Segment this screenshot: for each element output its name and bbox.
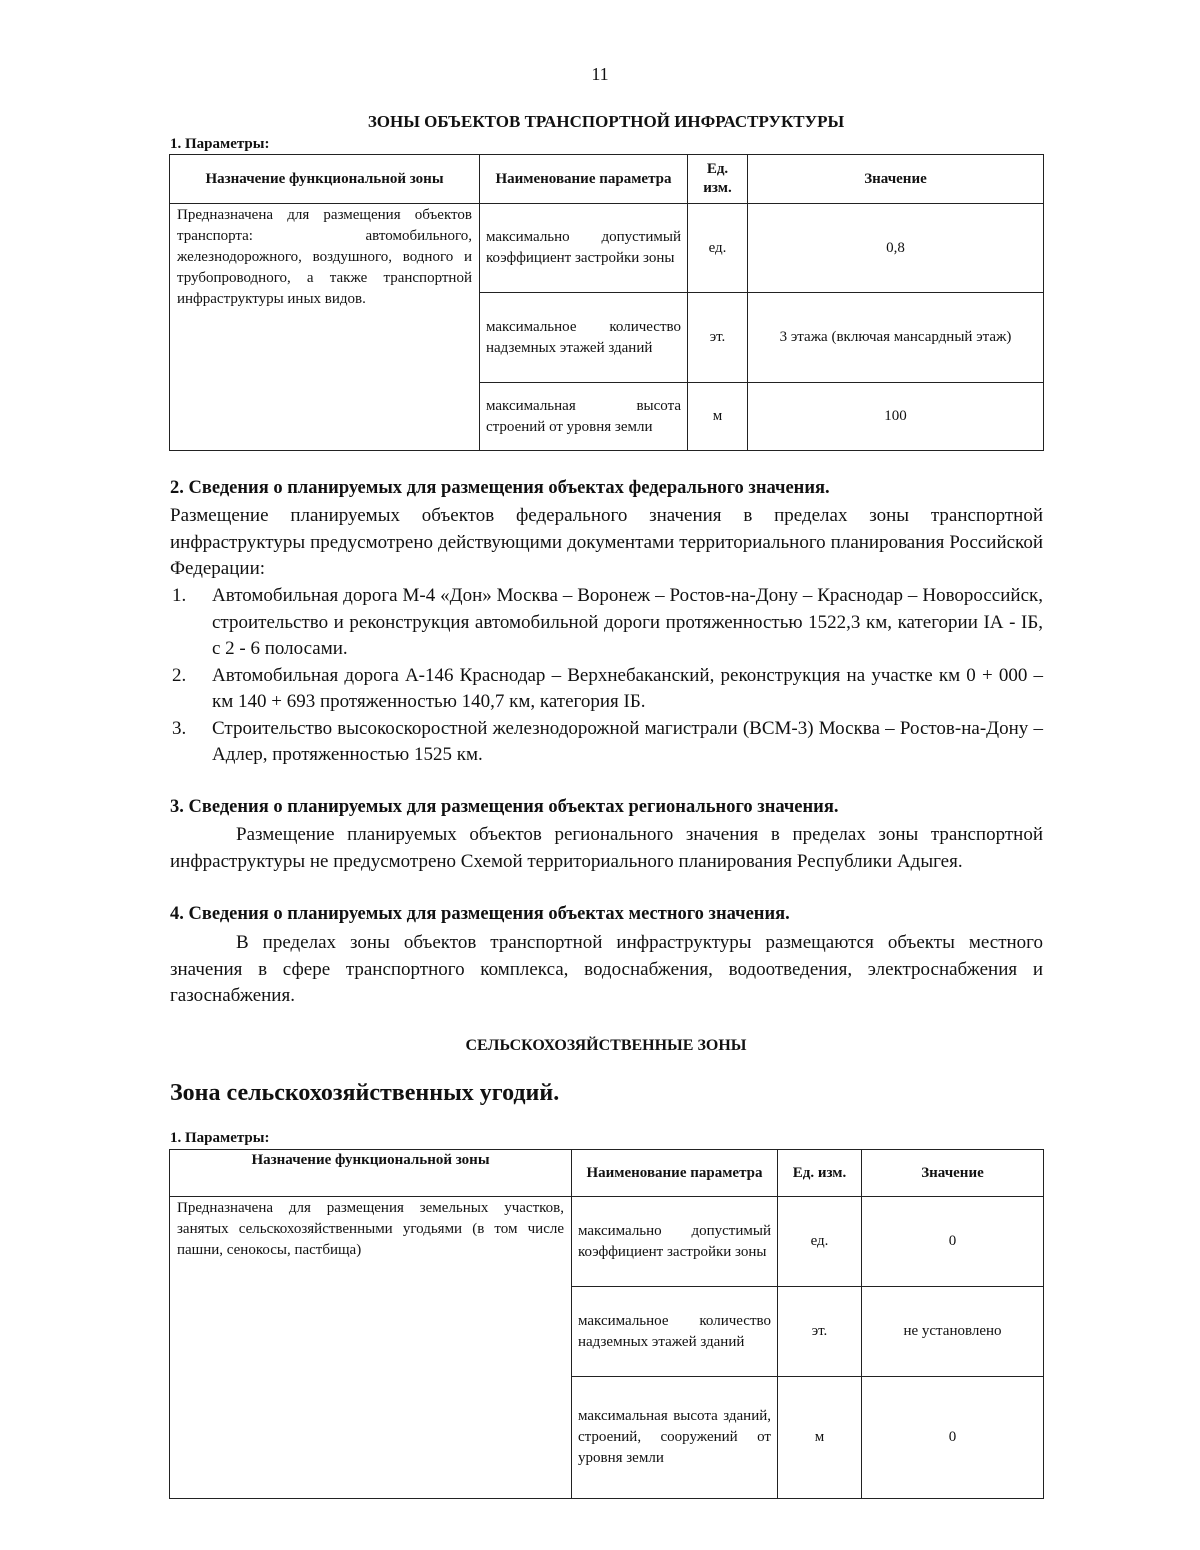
list-item xyxy=(170,716,1043,769)
section-2-text: Размещение планируемых объектов федерального значения в пределах зоны транспортной инфраструктуры предусмотрено действующими документами территориального планирования Российской Федерации: xyxy=(170,505,1043,579)
header-zone: Назначение функциональной зоны xyxy=(170,155,480,204)
zone-purpose: Предназначена для размещения земельных участков, занятых сельскохозяйственными угодьями (в том числе пашни, сенокосы, пастбища) xyxy=(170,1197,572,1499)
param-unit: ед. xyxy=(778,1197,862,1287)
federal-objects-list xyxy=(170,583,1043,769)
list-item-number: 1. xyxy=(172,585,187,606)
param-unit: эт. xyxy=(688,293,748,383)
list-item-number: 3. xyxy=(172,717,187,739)
section-2-heading: 2. Сведения о планируемых для размещения объектах федерального значения. xyxy=(170,478,830,498)
list-item-text: Строительство высокоскоростной железнодорожной магистрали (ВСМ-3) Москва – Ростов-на-Дону – Адлер, протяженностью 1525 км. xyxy=(212,717,1043,765)
param-value: 0 xyxy=(862,1377,1044,1499)
param-name: максимальная высота зданий, строений, сооружений от уровня земли xyxy=(572,1377,778,1499)
page-number: 11 xyxy=(591,64,609,84)
param-name: максимально допустимый коэффициент застройки зоны xyxy=(480,204,688,293)
param-unit: м xyxy=(688,383,748,451)
param-value: 100 xyxy=(748,383,1044,451)
section-3-heading: 3. Сведения о планируемых для размещения объектах регионального значения. xyxy=(170,797,839,817)
transport-section-title: ЗОНЫ ОБЪЕКТОВ ТРАНСПОРТНОЙ ИНФРАСТРУКТУРЫ xyxy=(367,112,845,131)
agri-params-table xyxy=(169,1149,1044,1499)
header-value: Значение xyxy=(748,155,1044,204)
transport-params-table xyxy=(169,154,1044,451)
param-value: 0 xyxy=(862,1197,1044,1287)
param-value: 3 этажа (включая мансардный этаж) xyxy=(748,293,1044,383)
table-header-row xyxy=(170,1150,1044,1197)
list-item-text: Автомобильная дорога А-146 Краснодар – Верхнебаканский, реконструкция на участке км 0 + 000 – км 140 + 693 протяженностью 140,7 км, категория IБ. xyxy=(212,664,1043,712)
section-3-text: Размещение планируемых объектов регионального значения в пределах зоны транспортной инфраструктуры не предусмотрено Схемой территориального планирования Республики Адыгея. xyxy=(170,824,1043,872)
zone-purpose: Предназначена для размещения объектов транспорта: автомобильного, железнодорожного, воздушного, водного и трубопроводного, а также транспортной инфраструктуры иных видов. xyxy=(170,204,480,451)
list-item xyxy=(170,663,1043,716)
param-name: максимальная высота строений от уровня земли xyxy=(480,383,688,451)
param-unit: эт. xyxy=(778,1287,862,1377)
transport-params-label: 1. Параметры: xyxy=(170,136,270,152)
param-name: максимальное количество надземных этажей зданий xyxy=(572,1287,778,1377)
table-header-row xyxy=(170,155,1044,204)
header-param: Наименование параметра xyxy=(572,1150,778,1197)
header-value: Значение xyxy=(862,1150,1044,1197)
list-item-text: Автомобильная дорога М-4 «Дон» Москва – Воронеж – Ростов-на-Дону – Краснодар – Новороссийск, строительство и реконструкция автомобильной дороги протяженностью 1522,3 км, категории IА - IБ, с 2 - 6 полосами. xyxy=(212,585,1043,659)
agri-section-title: СЕЛЬСКОХОЗЯЙСТВЕННЫЕ ЗОНЫ xyxy=(465,1037,747,1054)
header-zone: Назначение функциональной зоны xyxy=(170,1150,572,1197)
param-name: максимальное количество надземных этажей зданий xyxy=(480,293,688,383)
table-row xyxy=(170,1197,1044,1287)
agri-zone-heading: Зона сельскохозяйственных угодий. xyxy=(170,1080,560,1106)
param-value: не установлено xyxy=(862,1287,1044,1377)
header-unit: Ед. изм. xyxy=(778,1150,862,1197)
param-value: 0,8 xyxy=(748,204,1044,293)
section-4-heading: 4. Сведения о планируемых для размещения объектах местного значения. xyxy=(170,904,790,924)
section-4-text: В пределах зоны объектов транспортной инфраструктуры размещаются объекты местного значения в сфере транспортного комплекса, водоснабжения, водоотведения, электроснабжения и газоснабжения. xyxy=(170,932,1043,1006)
header-param: Наименование параметра xyxy=(480,155,688,204)
param-unit: м xyxy=(778,1377,862,1499)
param-unit: ед. xyxy=(688,204,748,293)
param-name: максимально допустимый коэффициент застройки зоны xyxy=(572,1197,778,1287)
agri-params-label: 1. Параметры: xyxy=(170,1130,270,1146)
header-unit: Ед. изм. xyxy=(688,155,748,204)
list-item xyxy=(170,583,1043,663)
table-row xyxy=(170,204,1044,293)
list-item-number: 2. xyxy=(172,664,187,686)
